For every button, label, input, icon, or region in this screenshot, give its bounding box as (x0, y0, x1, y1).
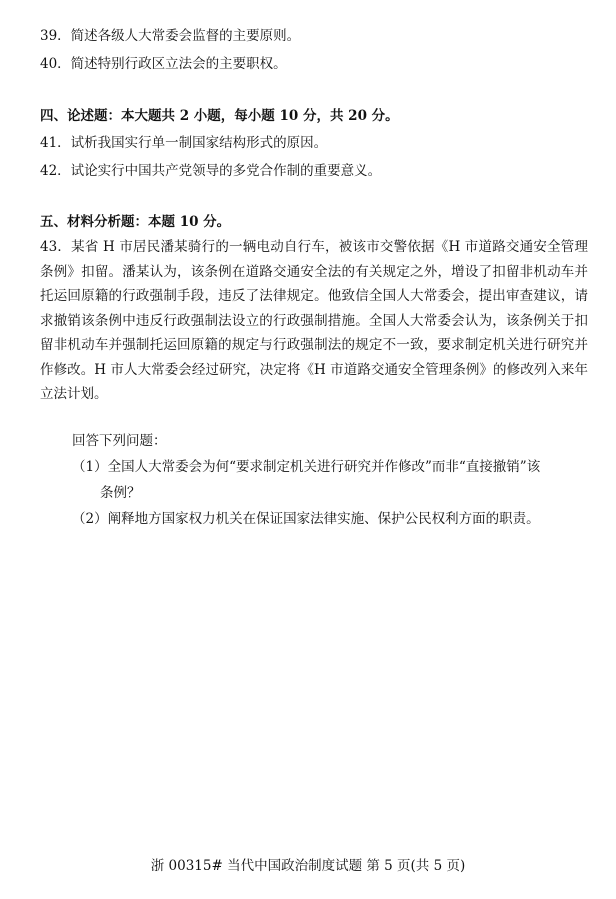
answer-prompt: 回答下列问题： (72, 433, 167, 449)
sub-question-1-continued: 条例？ (100, 485, 141, 501)
question-42: 42．试论实行中国共产党领导的多党合作制的重要意义。 (40, 163, 382, 179)
sub-question-1: （1）全国人大常委会为何“要求制定机关进行研究并作修改”而非“直接撤销”该 (72, 459, 541, 475)
section-heading-essay: 四、论述题：本大题共 2 小题，每小题 10 分，共 20 分。 (40, 108, 399, 124)
question-40: 40．简述特别行政区立法会的主要职权。 (40, 56, 287, 72)
sub-question-2: （2）阐释地方国家权力机关在保证国家法律实施、保护公民权利方面的职责。 (72, 511, 540, 527)
page-footer: 浙 00315# 当代中国政治制度试题 第 5 页(共 5 页) (150, 858, 466, 874)
question-41: 41．试析我国实行单一制国家结构形式的原因。 (40, 135, 328, 151)
section-heading-material: 五、材料分析题：本题 10 分。 (40, 214, 231, 230)
question-43-material: 43．某省 H 市居民潘某骑行的一辆电动自行车，被该市交警依据《H 市道路交通安全管理条例》扣留。潘某认为，该条例在道路交通安全法的有关规定之外，增设了扣留非机动车并托运回原籍的行政强制手段，违反了法律规定。他致信全国人大常委会，提出审查建议，请求撤销该条例中违反行政强制法设立的行政强制措施。全国人大常委会认为，该条例关于扣留非机动车并强制托运回原籍的规定与行政强制法的规定不一致，要求制定机关进行研究并作修改。H 市人大常委会经过研究，决定将《H 市道路交通安全管理条例》的修改列入来年立法计划。 (40, 239, 588, 402)
question-39: 39．简述各级人大常委会监督的主要原则。 (40, 28, 301, 44)
